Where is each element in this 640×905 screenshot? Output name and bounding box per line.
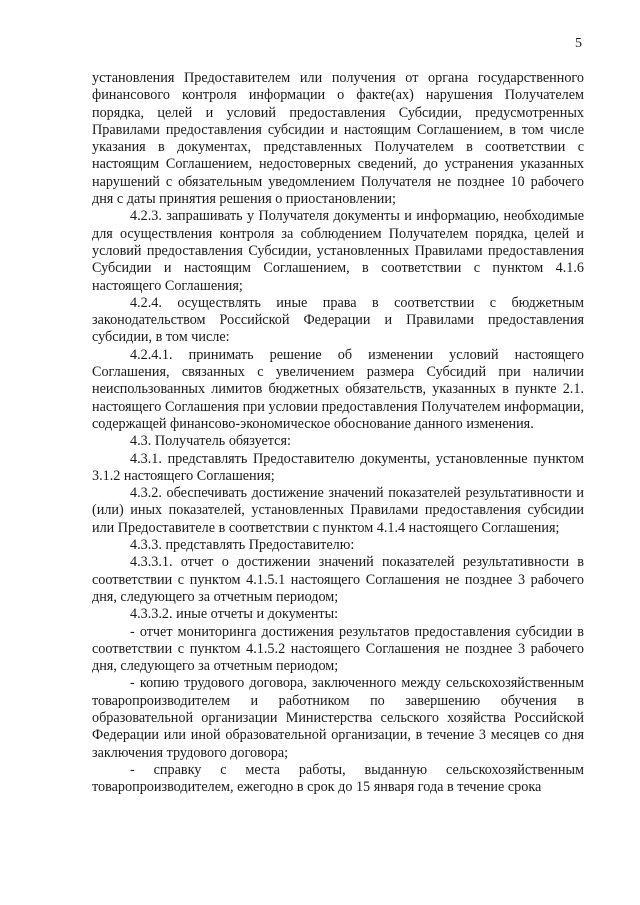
paragraph-4-3-3-2: 4.3.3.2. иные отчеты и документы: <box>130 606 339 623</box>
paragraph-4-3-3: 4.3.3. представлять Предоставителю: <box>130 537 355 554</box>
paragraph-continuation: установления Предоставителем или получения от органа государственного финансового контроля информации о факте(ах) нарушения Получателем порядка, целей и условий предоставления Субсидии, предусмотренных Правилами предоставления субсидии и настоящим Соглашением, в том числе указания в документах, представленных Получателем в соответствии с настоящим Соглашением, недостоверных сведений, до устранения указанных нарушений с обязательным уведомлением Получателя не позднее 10 рабочего дня с даты принятия решения о приостановлении; <box>92 70 584 208</box>
paragraph-4-2-4-1: 4.2.4.1. принимать решение об изменении условий настоящего Соглашения, связанных с увеличением размера Субсидий при наличии неиспользованных лимитов бюджетных обязательств, указанных в пункте 2.1. настоящего Соглашения при условии предоставления Получателем информации, содержащей финансово-экономическое обоснование данного изменения. <box>92 346 584 432</box>
list-item-employment-certificate: - справку с места работы, выданную сельскохозяйственным товаропроизводителем, ежегодно в срок до 15 января года в течение срока <box>92 761 584 796</box>
paragraph-4-3: 4.3. Получатель обязуется: <box>130 433 291 450</box>
document-body <box>92 70 584 796</box>
paragraph-4-3-2: 4.3.2. обеспечивать достижение значений показателей результативности и (или) иных показателей, установленных Правилами предоставления субсидии или Предоставителе в соответствии с пунктом 4.1.4 настоящего Соглашения; <box>92 485 584 536</box>
list-item-monitoring-report: - отчет мониторинга достижения результатов предоставления субсидии в соответствии с пунктом 4.1.5.2 настоящего Соглашения не позднее 3 рабочего дня, следующего за отчетным периодом; <box>92 623 584 675</box>
list-item-labor-contract: - копию трудового договора, заключенного между сельскохозяйственным товаропроизводителем и работником по завершению обучения в образовательной организации Министерства сельского хозяйства Российской Федерации или иной образовательной организации, в течение 3 месяцев со дня заключения трудового договора; <box>92 675 584 761</box>
paragraph-4-2-4: 4.2.4. осуществлять иные права в соответствии с бюджетным законодательством Российской Федерации и Правилами предоставления субсидии, в том числе: <box>92 294 584 346</box>
page-number: 5 <box>575 36 582 51</box>
paragraph-4-3-1: 4.3.1. представлять Предоставителю документы, установленные пунктом 3.1.2 настоящего Соглашения; <box>92 450 584 484</box>
paragraph-4-3-3-1: 4.3.3.1. отчет о достижении значений показателей результативности в соответствии с пунктом 4.1.5.1 настоящего Соглашения не позднее 3 рабочего дня, следующего за отчетным периодом; <box>92 554 584 605</box>
paragraph-4-2-3: 4.2.3. запрашивать у Получателя документы и информацию, необходимые для осуществления контроля за соблюдением Получателем порядка, целей и условий предоставления Субсидии, установленных Правилами предоставления Субсидии и настоящим Соглашением, в соответствии с пунктом 4.1.6 настоящего Соглашения; <box>92 208 584 294</box>
